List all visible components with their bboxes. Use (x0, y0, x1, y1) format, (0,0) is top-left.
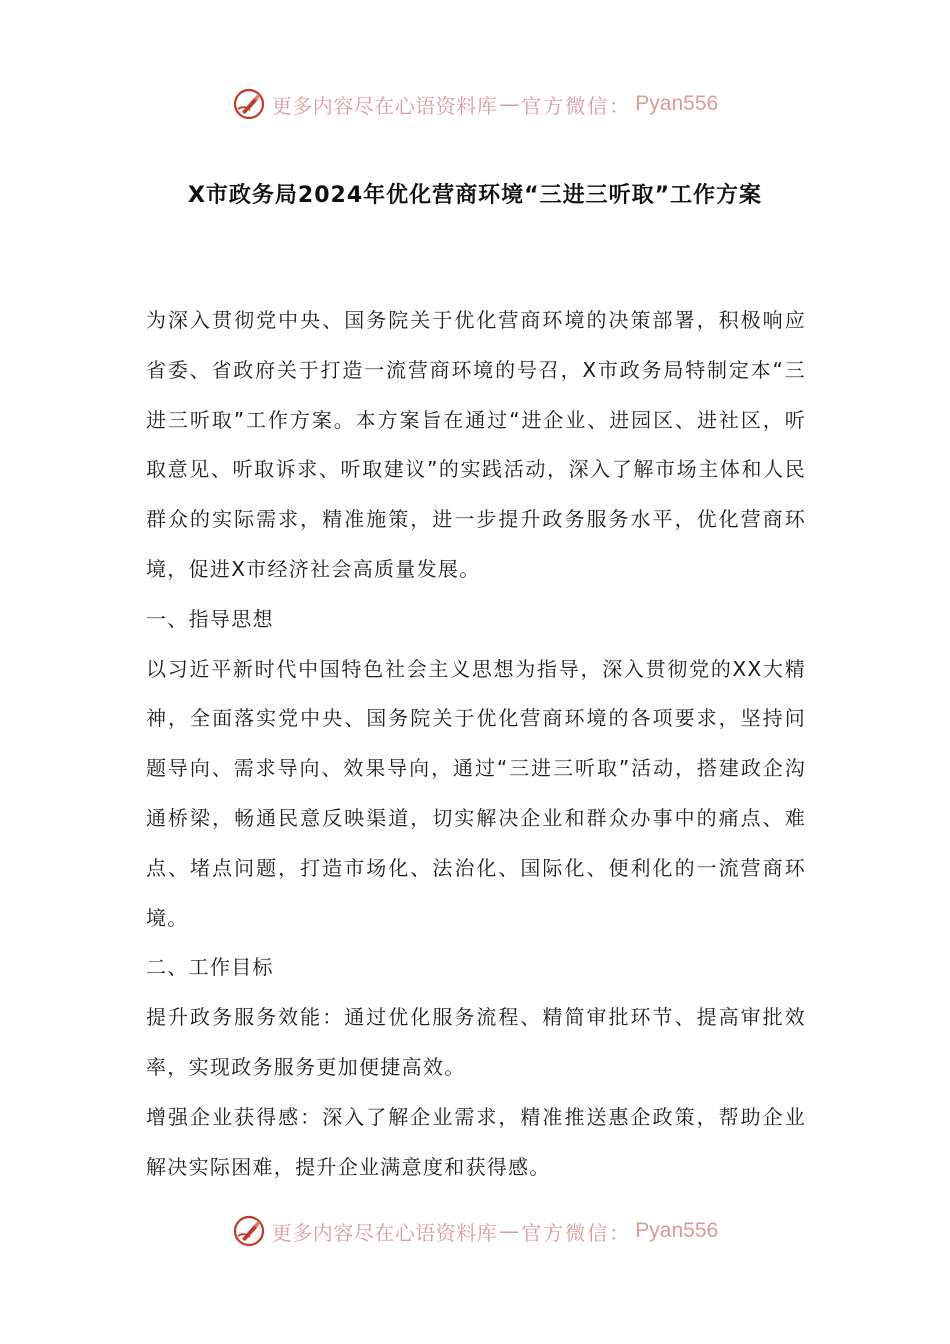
document-body (146, 296, 806, 1192)
watermark-text: 更多内容尽在心语资料库 (271, 93, 498, 118)
watermark-banner-bottom (0, 1211, 950, 1251)
watermark-wechat-id: Pyan556 (635, 92, 719, 115)
watermark-separator: — (499, 92, 520, 116)
goal-paragraph-enterprise-satisfaction: 增强企业获得感：深入了解企业需求，精准推送惠企政策，帮助企业解决实际困难，提升企业满意度和获得感。 (146, 1104, 806, 1179)
guiding-ideology-paragraph: 以习近平新时代中国特色社会主义思想为指导，深入贯彻党的XX大精神，全面落实党中央、国务院关于优化营商环境的各项要求，坚持问题导向、需求导向、效果导向，通过“三进三听取”活动，搭建政企沟通桥梁，畅通民意反映渠道，切实解决企业和群众办事中的痛点、难点、堵点问题，打造市场化、法治化、国际化、便利化的一流营商环境。 (146, 656, 806, 930)
watermark-text: 更多内容尽在心语资料库 (271, 1220, 498, 1245)
intro-paragraph: 为深入贯彻党中央、国务院关于优化营商环境的决策部署，积极响应省委、省政府关于打造一流营商环境的号召，X市政务局特制定本“三进三听取”工作方案。本方案旨在通过“进企业、进园区、进社区，听取意见、听取诉求、听取建议”的实践活动，深入了解市场主体和人民群众的实际需求，精准施策，进一步提升政务服务水平，优化营商环境，促进X市经济社会高质量发展。 (146, 308, 806, 581)
section-heading-work-goals: 二、工作目标 (146, 955, 274, 980)
pen-logo-icon (232, 87, 266, 121)
watermark-banner-top (0, 84, 950, 124)
watermark-wechat-label: 官方微信： (521, 93, 632, 118)
watermark-separator: — (499, 1219, 520, 1243)
section-heading-guiding-ideology: 一、指导思想 (146, 606, 274, 631)
watermark-wechat-id: Pyan556 (635, 1219, 719, 1242)
pen-logo-icon (232, 1214, 266, 1248)
document-title: X市政务局2024年优化营商环境“三进三听取”工作方案 (187, 183, 763, 208)
goal-paragraph-service-efficiency: 提升政务服务效能：通过优化服务流程、精简审批环节、提高审批效率，实现政务服务更加便捷高效。 (146, 1005, 806, 1079)
watermark-wechat-label: 官方微信： (521, 1220, 632, 1245)
